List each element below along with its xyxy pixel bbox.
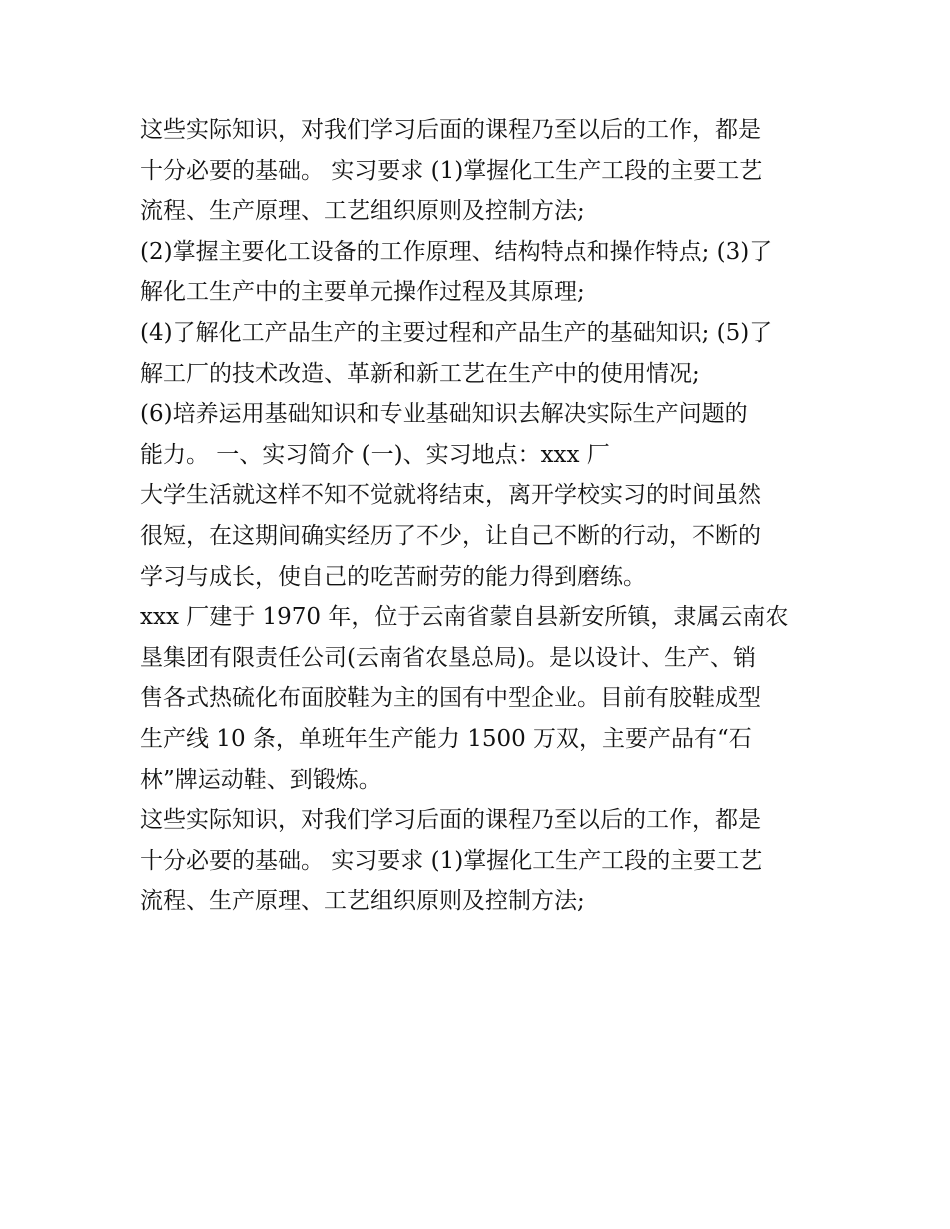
text-line: 这些实际知识，对我们学习后面的课程乃至以后的工作，都是 (140, 117, 761, 143)
text-line: (4)了解化工产品生产的主要过程和产品生产的基础知识; (5)了 (140, 319, 773, 346)
text-line: (6)培养运用基础知识和专业基础知识去解决实际生产问题的 (140, 401, 748, 428)
text-line: 很短，在这期间确实经历了不少，让自己不断的行动，不断的 (140, 522, 761, 549)
text-line: 售各式热硫化布面胶鞋为主的国有中型企业。目前有胶鞋成型 (140, 685, 761, 712)
text-line: 十分必要的基础。 实习要求 (1)掌握化工生产工段的主要工艺 (140, 847, 763, 874)
text-line: 大学生活就这样不知不觉就将结束，离开学校实习的时间虽然 (140, 482, 761, 509)
text-line: 这些实际知识，对我们学习后面的课程乃至以后的工作，都是 (140, 807, 761, 834)
text-line: 流程、生产原理、工艺组织原则及控制方法; (140, 198, 585, 225)
text-line: 垦集团有限责任公司(云南省农垦总局)。是以设计、生产、销 (140, 644, 756, 671)
text-line: xxx 厂建于 1970 年，位于云南省蒙自县新安所镇，隶属云南农 (140, 604, 789, 631)
document-body (140, 110, 830, 922)
text-line: (2)掌握主要化工设备的工作原理、结构特点和操作特点; (3)了 (140, 238, 773, 265)
text-line: 能力。 一、实习简介 (一)、实习地点：xxx 厂 (140, 441, 610, 468)
text-line: 林”牌运动鞋、到锻炼。 (140, 766, 382, 793)
text-line: 学习与成长，使自己的吃苦耐劳的能力得到磨练。 (140, 563, 646, 590)
text-line: 十分必要的基础。 实习要求 (1)掌握化工生产工段的主要工艺 (140, 157, 763, 184)
text-line: 流程、生产原理、工艺组织原则及控制方法; (140, 888, 585, 915)
text-line: 解工厂的技术改造、革新和新工艺在生产中的使用情况; (140, 360, 700, 387)
text-line: 生产线 10 条，单班年生产能力 1500 万双，主要产品有“石 (140, 725, 752, 752)
text-line: 解化工生产中的主要单元操作过程及其原理; (140, 279, 585, 306)
